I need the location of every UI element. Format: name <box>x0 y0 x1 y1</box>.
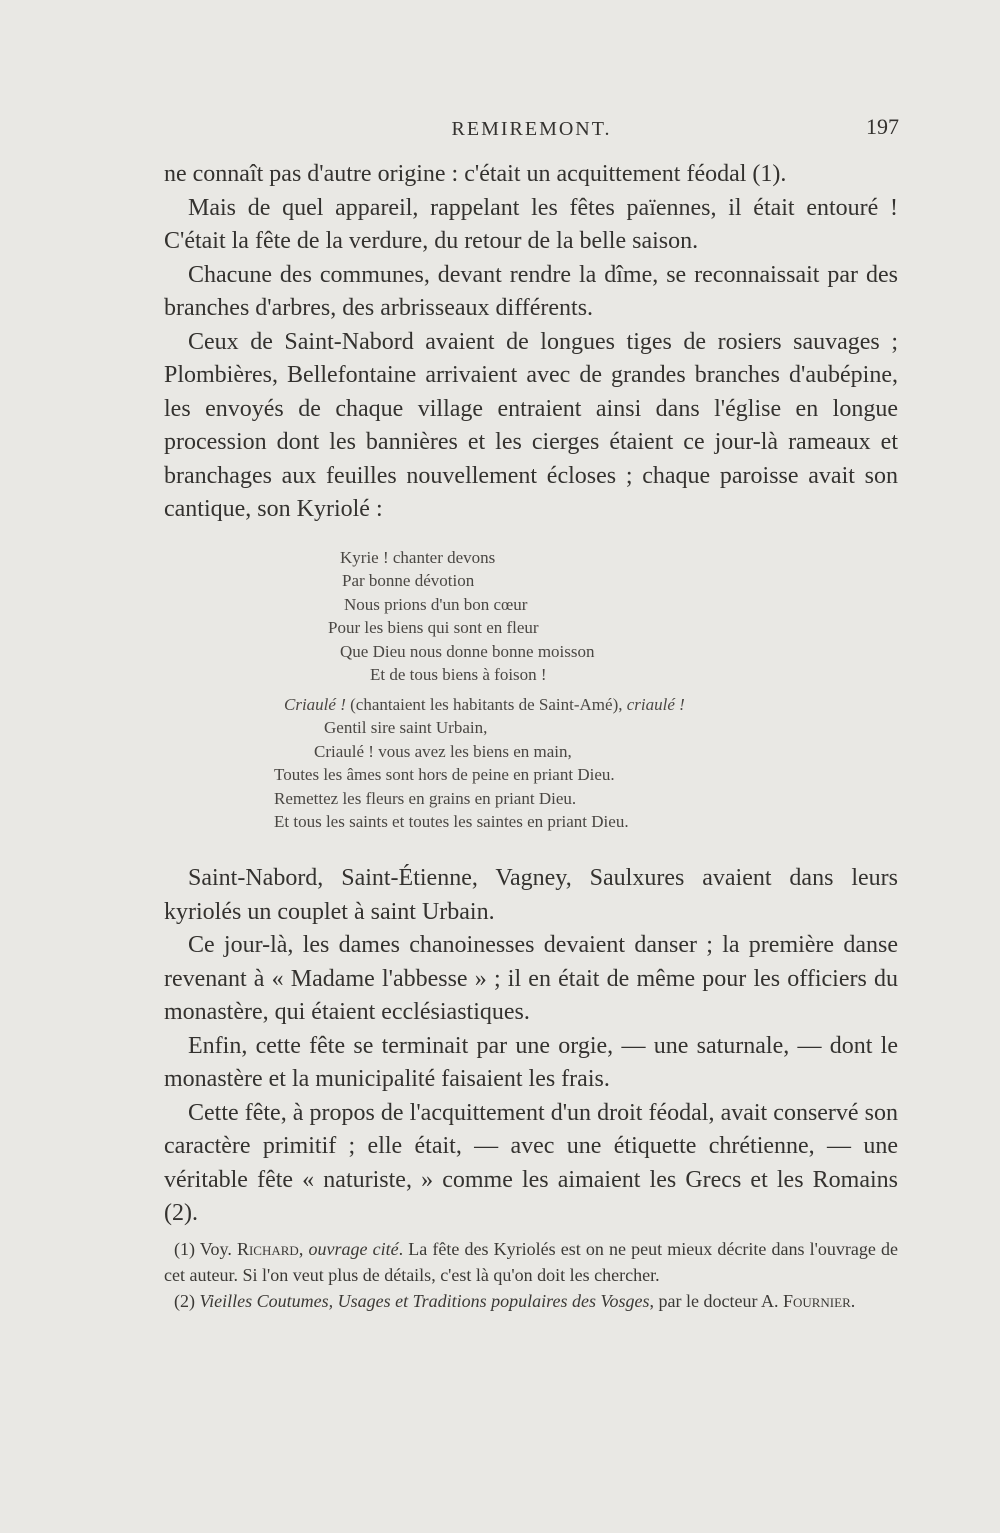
footnote-author: Richard <box>236 1239 299 1259</box>
running-title: REMIREMONT. <box>451 118 612 140</box>
verse-line: Gentil sire saint Urbain, <box>324 718 488 738</box>
paragraph: Saint-Nabord, Saint-Étienne, Vagney, Saulxures avaient dans leurs kyriolés un couplet à saint Urbain. <box>164 865 898 925</box>
verse-line: Par bonne dévotion <box>342 571 475 591</box>
footnote-text: . La fête des Kyriolés est on ne peut mieux décrite dans l'ouvrage de cet auteur. Si l'on veut plus de détails, c'est là qu'on doit les chercher. <box>164 1239 899 1285</box>
verse-line: Et tous les saints et toutes les saintes en priant Dieu. <box>274 812 629 832</box>
verse-line: Criaulé ! vous avez les biens en main, <box>314 741 572 761</box>
paragraph: Ce jour-là, les dames chanoinesses devaient danser ; la première danse revenant à « Madame l'abbesse » ; il en était de même pour les officiers du monastère, qui étaient ecclésiastiques. <box>164 932 898 1025</box>
footnotes <box>164 1236 898 1314</box>
page-number: 197 <box>866 114 899 139</box>
paragraph: Ceux de Saint-Nabord avaient de longues tiges de rosiers sauvages ; Plombières, Bellefontaine arrivaient avec de grandes branches d'aubépine, les envoyés de chaque village entraient ainsi dans l'église en longue procession dont les bannières et les cierges étaient ce jour-là rameaux et branchages aux feuilles nouvellement écloses ; chaque paroisse avait son cantique, son Kyriolé : <box>164 328 898 522</box>
footnote-text: , <box>298 1239 309 1259</box>
verse-line <box>274 693 685 716</box>
footnote-author: Fournier <box>782 1291 851 1311</box>
body-text-lower <box>164 862 898 1231</box>
verse-line: Et de tous biens à foison ! <box>370 665 547 685</box>
paragraph: Cette fête, à propos de l'acquittement d'un droit féodal, avait conservé son caractère primitif ; elle était, — avec une étiquette chrétienne, — une véritable fête « naturiste, » comme les aimaient les Grecs et les Romains (2). <box>164 1099 898 1226</box>
verse-word: Criaulé ! <box>284 695 346 714</box>
kyriole-verse-2 <box>274 693 685 833</box>
verse-aside: (chantaient les habitants de Saint-Amé), <box>345 695 627 714</box>
paragraph: ne connaît pas d'autre origine : c'était un acquittement féodal (1). <box>164 161 787 187</box>
verse-line: Pour les biens qui sont en fleur <box>328 618 539 638</box>
paragraph: Enfin, cette fête se terminait par une orgie, — une saturnale, — dont le monastère et la municipalité faisaient les frais. <box>164 1032 898 1092</box>
footnote-marker: (1) Voy. <box>174 1239 237 1259</box>
paragraph: Mais de quel appareil, rappelant les fêtes païennes, il était entouré ! C'était la fête de la verdure, du retour de la belle saison. <box>164 194 898 254</box>
verse-line: Nous prions d'un bon cœur <box>344 594 528 614</box>
page-header <box>164 112 899 152</box>
verse-line: Toutes les âmes sont hors de peine en priant Dieu. <box>274 765 615 785</box>
footnote-text: . <box>850 1291 856 1311</box>
kyriole-verse-1 <box>328 546 595 686</box>
footnote-work: ouvrage cité <box>308 1239 399 1259</box>
footnote-marker: (2) <box>174 1291 200 1311</box>
footnote-2 <box>164 1288 898 1314</box>
body-text-upper <box>164 158 898 527</box>
verse-line: Que Dieu nous donne bonne moisson <box>340 641 595 661</box>
verse-line: Remettez les fleurs en grains en priant Dieu. <box>274 788 577 808</box>
footnote-work: Vieilles Coutumes, Usages et Traditions populaires des Vosges <box>199 1291 650 1311</box>
footnote-1 <box>164 1236 898 1288</box>
verse-line: Kyrie ! chanter devons <box>340 548 496 567</box>
footnote-text: , par le docteur A. <box>649 1291 783 1311</box>
paragraph: Chacune des communes, devant rendre la dîme, se reconnaissait par des branches d'arbres, des arbrisseaux différents. <box>164 261 898 321</box>
verse-word: criaulé ! <box>626 695 685 714</box>
